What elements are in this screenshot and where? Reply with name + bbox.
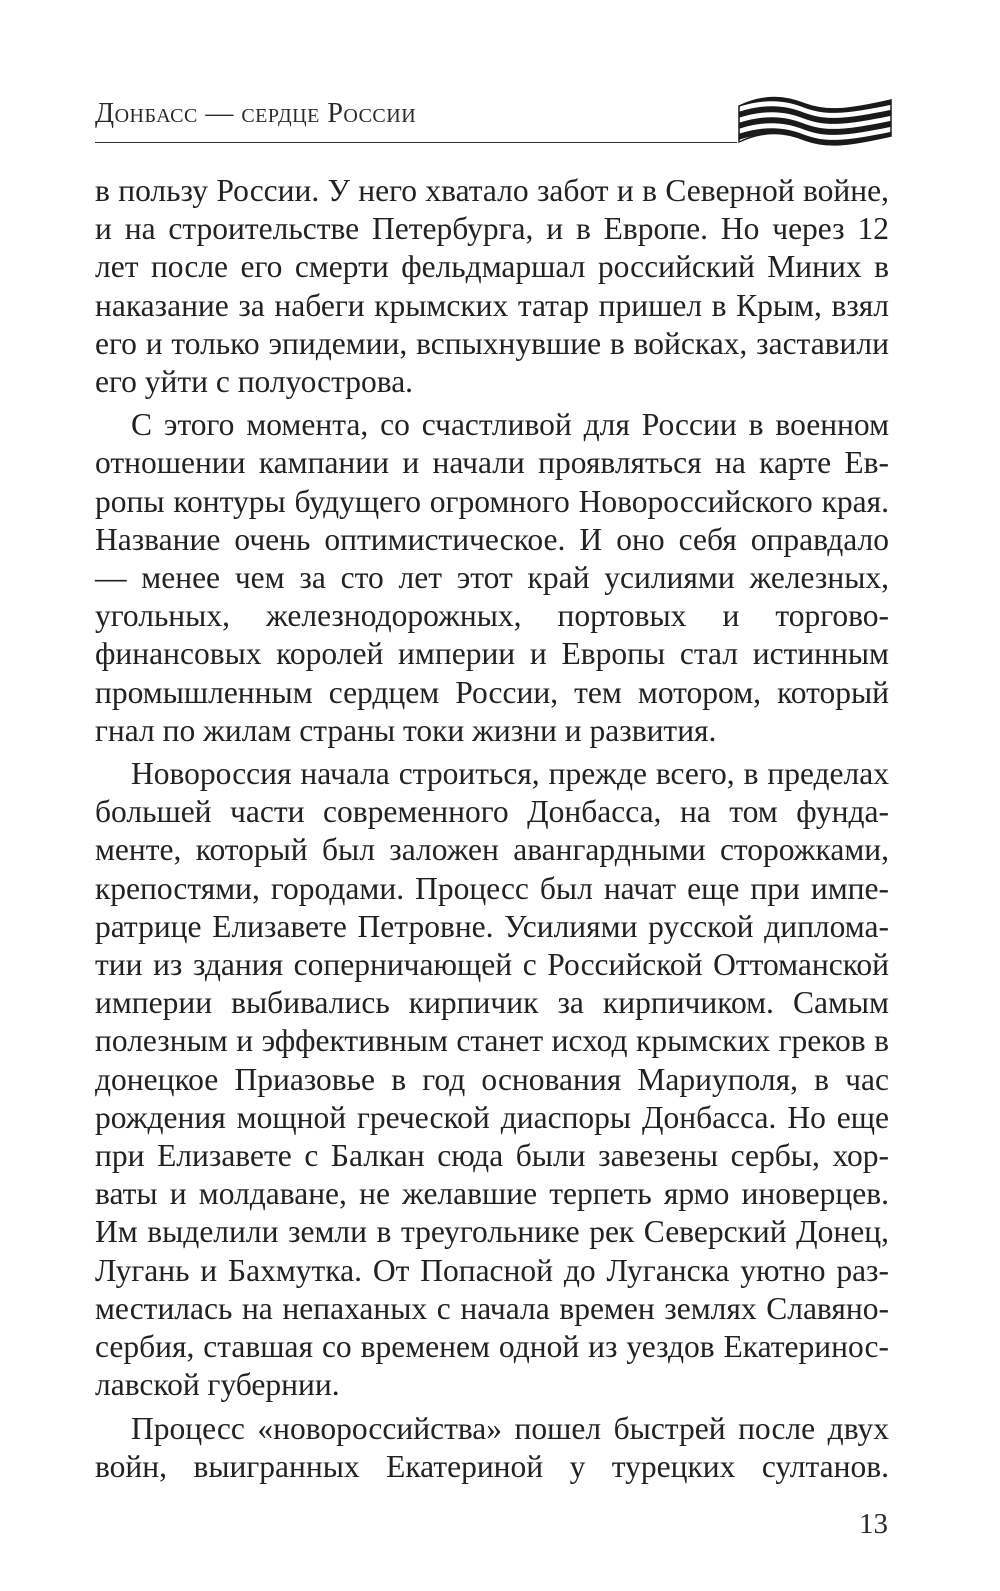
paragraph: Новороссия начала строиться, прежде всего, в пределах большей части современного Донбасса, на том фундаменте, который был заложен авангардными сторожками, крепостями, городами. Процесс был начат еще при императрице Елизавете Петровне. Усилиями русской дипломатии из здания соперничающей с Российской Оттоманской империи выбивались кирпичик за кирпичиком. Самым полезным и эффективным станет исход крымских греков в донецкое Приазовье в год основания Мариуполя, в час рождения мощной греческой диаспоры Донбасса. Но еще при Елизавете с Балкан сюда были завезены сербы, хорваты и молдаване, не желавшие терпеть ярмо иноверцев. Им выделили земли в треугольнике рек Северский Донец, Лугань и Бахмутка. От Попасной до Луганска уютно разместилась на непаханых с начала времен землях Славяносербия, ставшая со временем одной из уездов Екатеринославской губернии.: [95, 756, 889, 1403]
body-text: [95, 172, 889, 1486]
paragraph: Процесс «новороссийства» пошел быстрей после двух войн, выигранных Екатериной у турецких султанов.: [95, 1410, 889, 1484]
page-number: 13: [859, 1508, 888, 1540]
running-title: Донбасс — сердце России: [95, 98, 417, 129]
paragraph: С этого момента, со счастливой для России в военном отношении кампании и начали проявляться на карте Европы контуры будущего огромного Новороссийского края. Название очень оптимистическое. И оно себя оправдало — менее чем за сто лет этот край усилиями железных, угольных, железнодорожных, портовых и торгово-финансовых королей империи и Европы стал истинным промышленным сердцем России, тем мотором, который гнал по жилам страны токи жизни и развития.: [95, 407, 889, 748]
paragraph-continued: в пользу России. У него хватало забот и в Северной войне, и на строительстве Петербурга, и в Европе. Но через 12 лет после его смерти фельдмаршал российский Миних в наказание за набеги крымских татар пришел в Крым, взял его и только эпидемии, вспыхнувшие в войсках, заставили его уйти с полуострова.: [95, 173, 889, 400]
header-rule: [95, 142, 737, 143]
running-header: [95, 92, 895, 152]
st-george-ribbon-icon: [735, 92, 895, 148]
